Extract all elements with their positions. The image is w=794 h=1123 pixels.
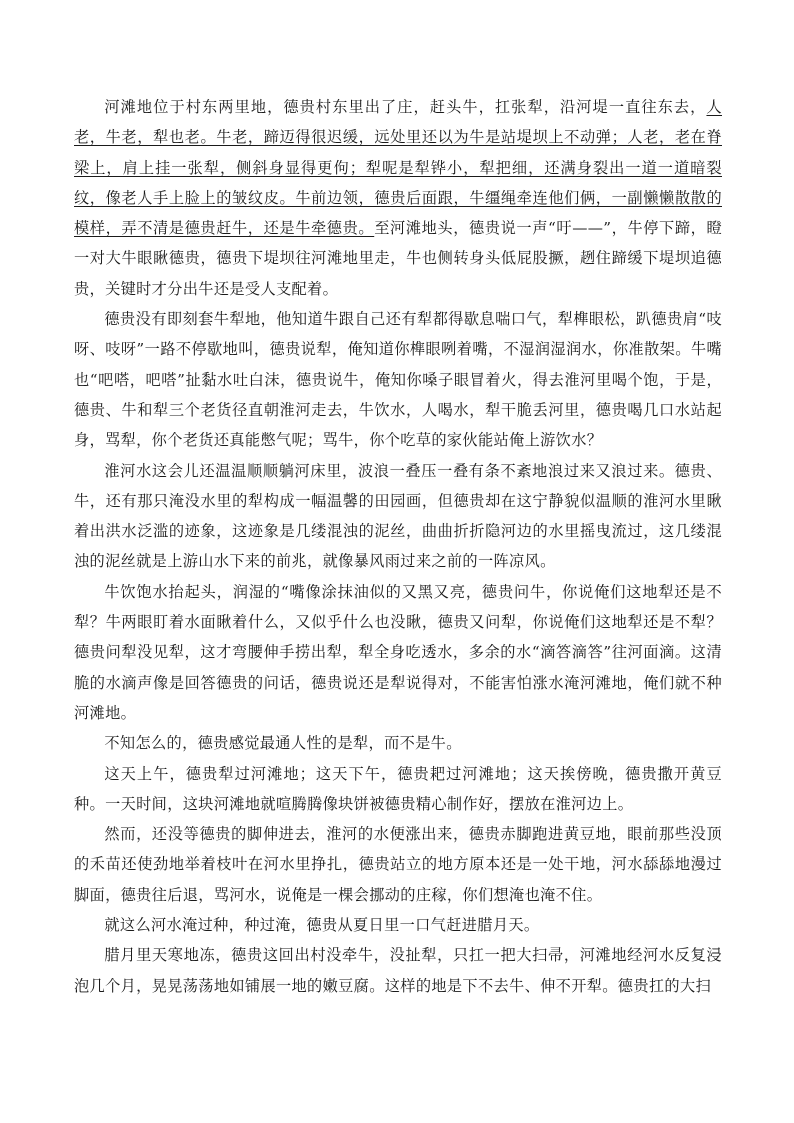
paragraph-7 (74, 819, 722, 910)
paragraph-text: 德贵没有即刻套牛犁地，他知道牛跟自己还有犁都得歇息喘口气，犁榫眼松，趴德贵肩“吱呀、吱呀”一路不停歇地叫，德贵说犁，俺知道你榫眼咧着嘴，不湿润湿润水，你准散架。牛嘴也“吧嗒，吧嗒”扯黏水吐白沫，德贵说牛，俺知你嗓子眼冒着火，得去淮河里喝个饱，于是，德贵、牛和犁三个老货径直朝淮河走去，牛饮水，人喝水，犁干脆丢河里，德贵喝几口水站起身，骂犁，你个老货还真能憋气呢；骂牛，你个吃草的家伙能站俺上游饮水？ (74, 310, 722, 450)
paragraph-text: 河滩地位于村东两里地，德贵村东里出了庄，赶头牛，扛张犁，沿河堤一直往东去， (104, 98, 707, 116)
paragraph-text: 不知怎么的，德贵感觉最通人性的是犁，而不是牛。 (104, 734, 462, 753)
paragraph-4 (74, 577, 722, 728)
paragraph-text: 淮河水这会儿还温温顺顺躺河床里，波浪一叠压一叠有条不紊地浪过来又浪过来。德贵、牛，还有那只淹没水里的犁构成一幅温馨的田园画，但德贵却在这宁静貌似温顺的淮河水里瞅着出洪水泛滥的迹象，这迹象是几缕混浊的泥丝，曲曲折折隐河边的水里摇曳流过，这几缕混浊的泥丝就是上游山水下来的前兆，就像暴风雨过来之前的一阵凉风。 (74, 461, 722, 571)
paragraph-text: 至河滩地头，德贵说一声“吁——”，牛停下蹄，瞪一对大牛眼瞅德贵，德贵下堤坝往河滩地里走，牛也侧转身头低屁股撅，趔住蹄缓下堤坝追德贵，关键时才分出牛还是受人支配着。 (74, 219, 722, 298)
paragraph-5 (74, 728, 722, 758)
underlined-passage: 人老，牛老，犁也老。牛老，蹄迈得很迟缓，远处里还以为牛是站堤坝上不动弹；人老，老在脊梁上，肩上挂一张犁，侧斜身显得更佝；犁呢是犁铧小，犁把细，还满身裂出一道一道暗裂纹，像老人手上脸上的皱纹皮。牛前边领，德贵后面跟，牛缰绳牵连他们俩，一副懒懒散散的模样，弄不清是德贵赶牛，还是牛牵德贵。 (74, 98, 722, 238)
article-body (74, 92, 722, 1001)
paragraph-9 (74, 940, 722, 1001)
paragraph-text: 牛饮饱水抬起头，润湿的“嘴像涂抹油似的又黑又亮，德贵问牛，你说俺们这地犁还是不犁？牛两眼盯着水面瞅着什么，又似乎什么也没瞅，德贵又问犁，你说俺们这地犁还是不犁？德贵问犁没见犁，这才弯腰伸手捞出犁，犁全身吃透水，多余的水“滴答滴答”往河面滴。这清脆的水滴声像是回答德贵的问话，德贵说还是犁说得对，不能害怕涨水淹河滩地，俺们就不种河滩地。 (74, 582, 722, 722)
paragraph-1 (74, 92, 722, 304)
paragraph-6 (74, 759, 722, 820)
paragraph-2 (74, 304, 722, 455)
paragraph-text: 腊月里天寒地冻，德贵这回出村没牵牛，没扯犁，只扛一把大扫帚，河滩地经河水反复浸泡几个月，晃晃荡荡地如铺展一地的嫩豆腐。这样的地是下不去牛、伸不开犁。德贵扛的大扫 (74, 946, 722, 995)
paragraph-3 (74, 456, 722, 577)
paragraph-text: 就这么河水淹过种，种过淹，德贵从夏日里一口气赶进腊月天。 (104, 916, 540, 935)
paragraph-8 (74, 910, 722, 940)
paragraph-text: 这天上午，德贵犁过河滩地；这天下午，德贵耙过河滩地；这天挨傍晚，德贵撒开黄豆种。一天时间，这块河滩地就喧腾腾像块饼被德贵精心制作好，摆放在淮河边上。 (74, 764, 722, 813)
paragraph-text: 然而，还没等德贵的脚伸进去，淮河的水便涨出来，德贵赤脚跑进黄豆地，眼前那些没顶的禾苗还使劲地举着枝叶在河水里挣扎，德贵站立的地方原本还是一处干地，河水舔舔地漫过脚面，德贵往后退，骂河水，说俺是一棵会挪动的庄稼，你们想淹也淹不住。 (74, 825, 722, 904)
